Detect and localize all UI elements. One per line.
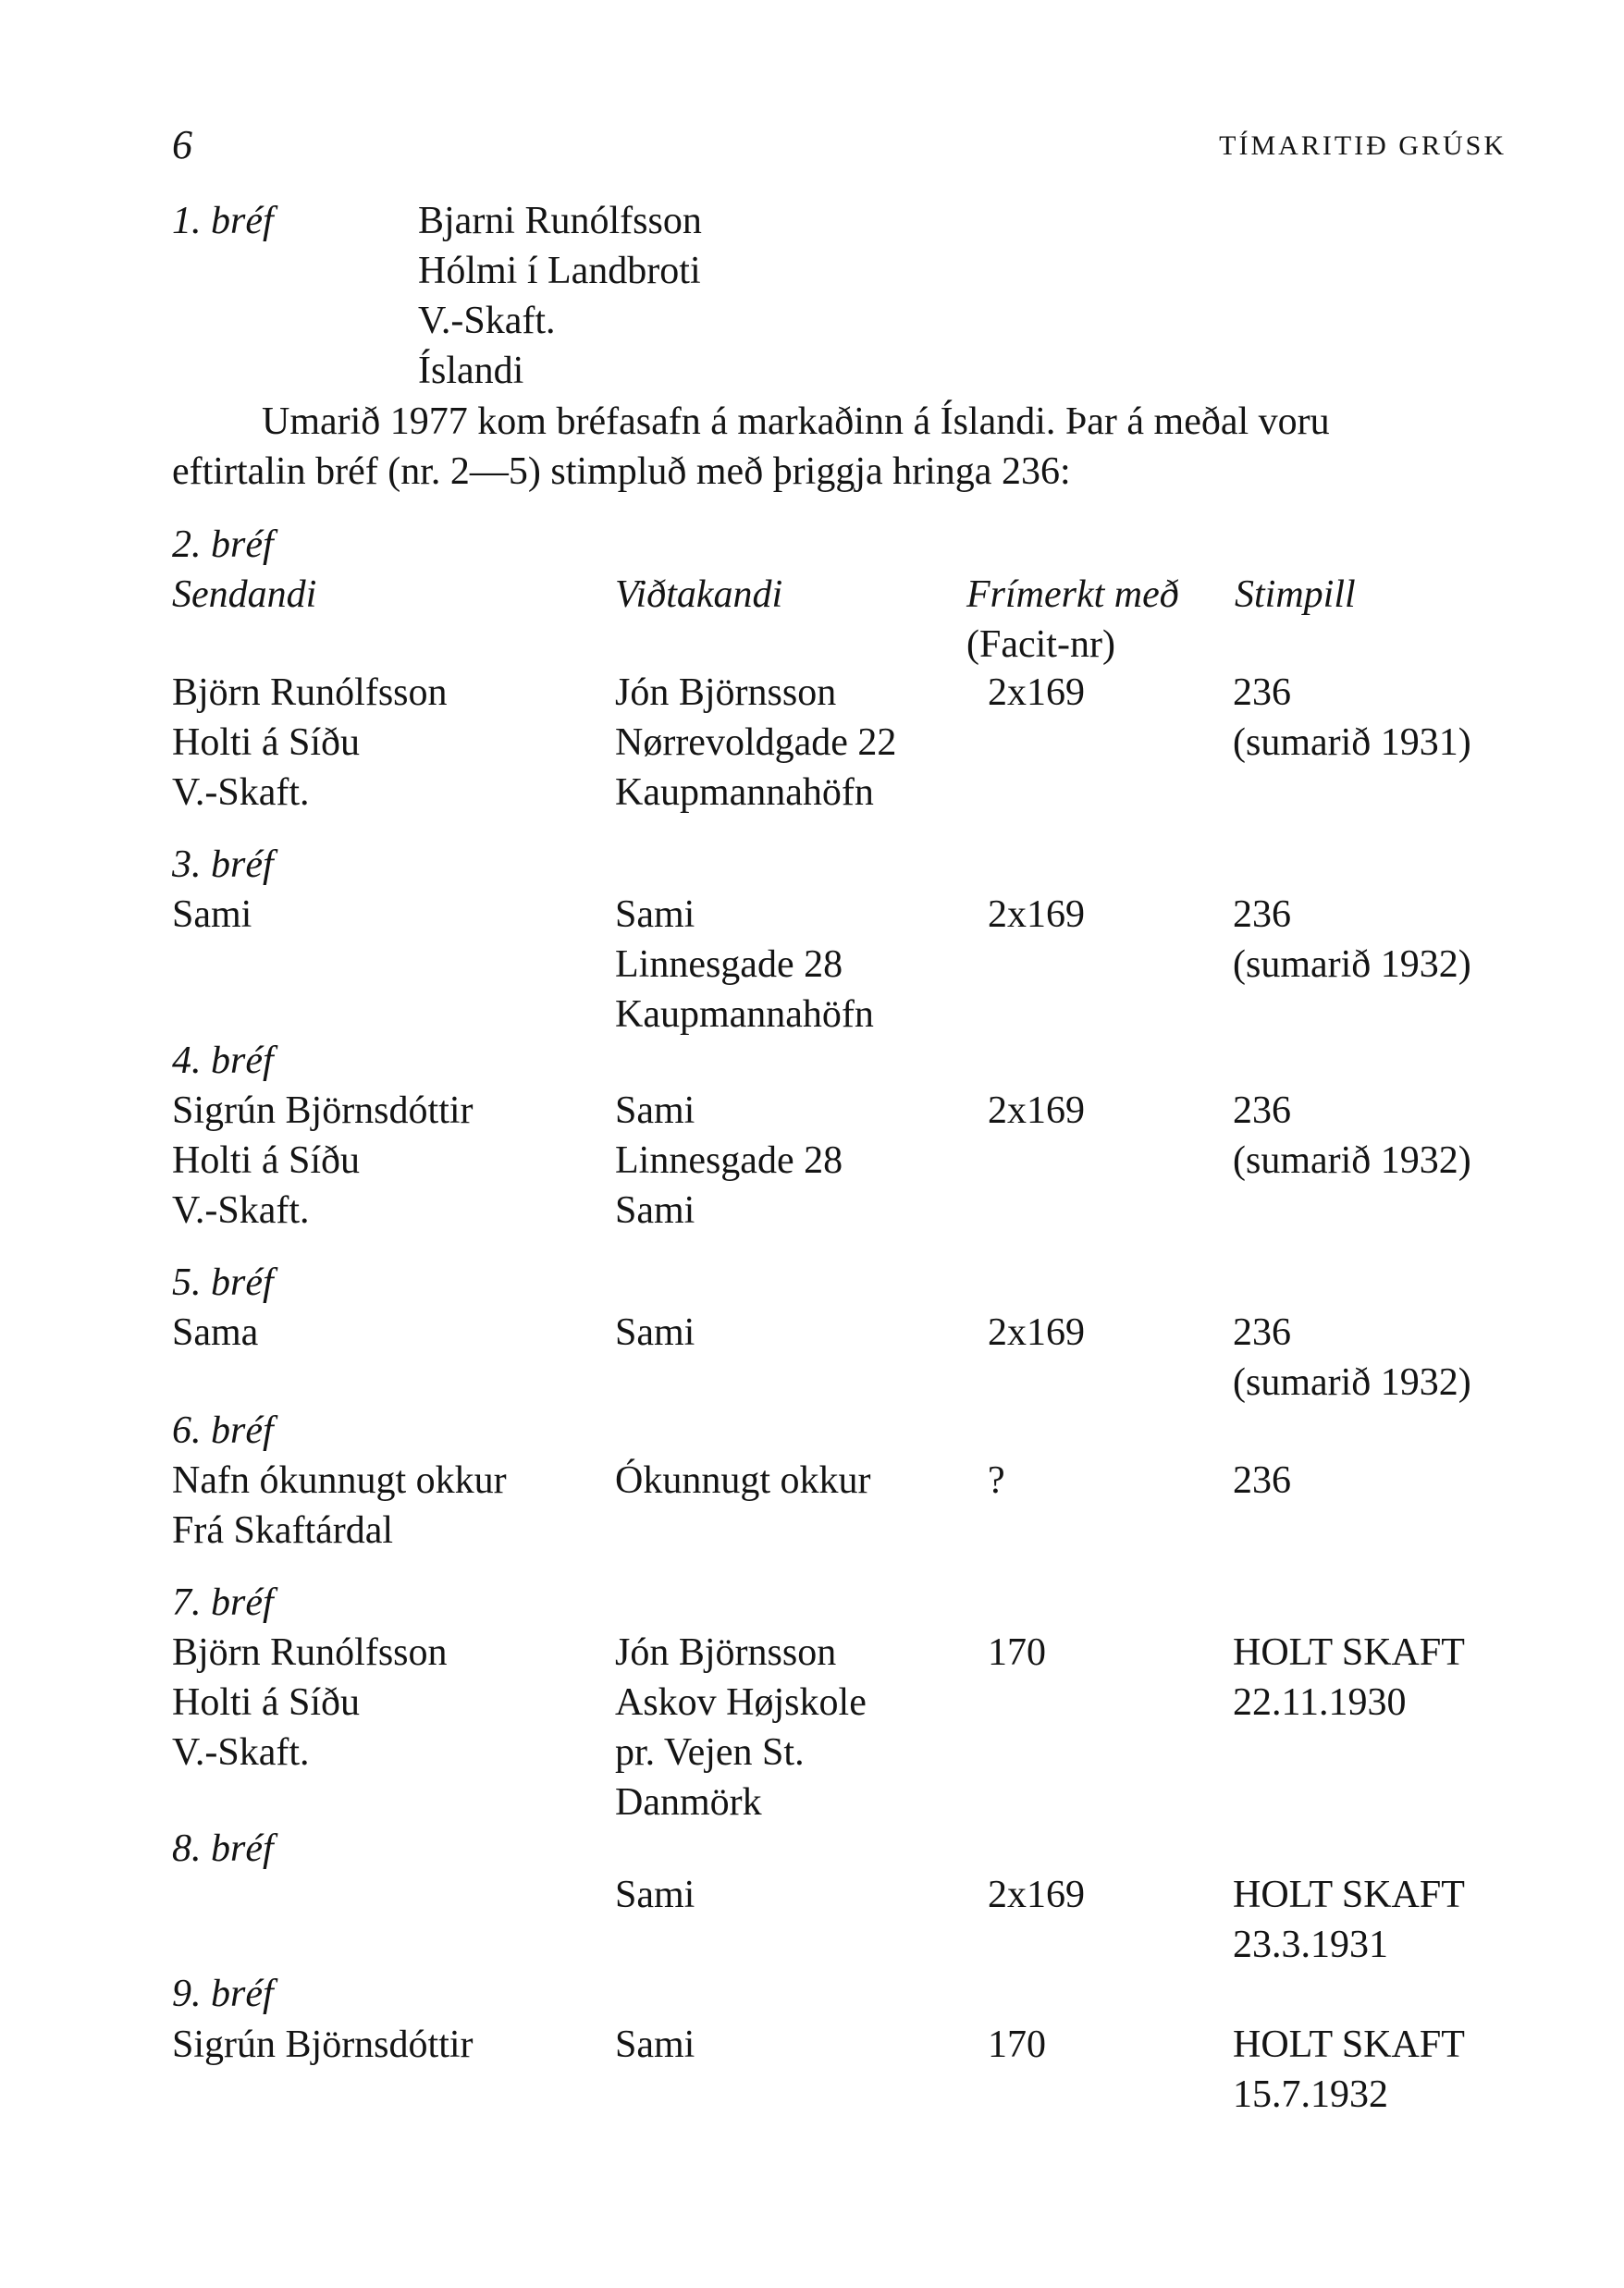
postmark-line: HOLT SKAFT xyxy=(1233,2024,1465,2066)
header-recipient: Viðtakandi xyxy=(615,573,783,616)
recipient-line: Sami xyxy=(615,1089,695,1132)
recipient-line: Sami xyxy=(615,1189,695,1232)
header-postmark: Stimpill xyxy=(1235,573,1356,616)
header-sender: Sendandi xyxy=(172,573,317,616)
sender-line: Frá Skaftárdal xyxy=(172,1509,394,1552)
sender-line: Holti á Síðu xyxy=(172,721,361,764)
postmark-line: 23.3.1931 xyxy=(1233,1924,1388,1966)
letter-label: 3. bréf xyxy=(172,843,274,886)
stamp-value: ? xyxy=(988,1459,1005,1502)
recipient-line: Jón Björnsson xyxy=(615,671,837,714)
sender-line: Sama xyxy=(172,1311,259,1354)
postmark-line: (sumarið 1932) xyxy=(1233,1139,1471,1182)
letter-label: 6. bréf xyxy=(172,1409,274,1452)
letter-label: 4. bréf xyxy=(172,1039,274,1082)
sender-line: Sigrún Björnsdóttir xyxy=(172,1089,474,1132)
recipient-line: Danmörk xyxy=(615,1781,762,1824)
postmark-line: (sumarið 1932) xyxy=(1233,943,1471,986)
letter-label: 7. bréf xyxy=(172,1581,274,1624)
page-number: 6 xyxy=(172,122,192,167)
recipient-line: pr. Vejen St. xyxy=(615,1731,805,1774)
postmark-line: 236 xyxy=(1233,1311,1291,1354)
stamp-value: 2x169 xyxy=(988,893,1085,936)
sender-line: Holti á Síðu xyxy=(172,1139,361,1182)
letter-1-address-line: Íslandi xyxy=(418,350,524,392)
letter-label: 9. bréf xyxy=(172,1973,274,2015)
letter-1-address-line: V.-Skaft. xyxy=(418,300,556,342)
recipient-line: Sami xyxy=(615,2024,695,2066)
recipient-line: Linnesgade 28 xyxy=(615,943,843,986)
letter-label: 5. bréf xyxy=(172,1261,274,1304)
letter-label: 8. bréf xyxy=(172,1827,274,1870)
header-stamp: Frímerkt með xyxy=(966,573,1179,616)
recipient-line: Linnesgade 28 xyxy=(615,1139,843,1182)
recipient-line: Kaupmannahöfn xyxy=(615,771,874,814)
sender-line: Sami xyxy=(172,893,252,936)
postmark-line: 236 xyxy=(1233,893,1291,936)
postmark-line: 236 xyxy=(1233,1459,1291,1502)
recipient-line: Sami xyxy=(615,1874,695,1916)
postmark-line: HOLT SKAFT xyxy=(1233,1631,1465,1674)
header-facit: (Facit-nr) xyxy=(966,623,1115,666)
sender-line: V.-Skaft. xyxy=(172,771,310,814)
running-head: TÍMARITIÐ GRÚSK xyxy=(1219,130,1507,161)
letter-1-address-line: Hólmi í Landbroti xyxy=(418,250,701,292)
postmark-line: (sumarið 1932) xyxy=(1233,1361,1471,1404)
recipient-line: Sami xyxy=(615,1311,695,1354)
letter-label: 2. bréf xyxy=(172,523,274,566)
paragraph-line: eftirtalin bréf (nr. 2—5) stimpluð með þriggja hringa 236: xyxy=(172,450,1071,493)
postmark-line: HOLT SKAFT xyxy=(1233,1874,1465,1916)
recipient-line: Askov Højskole xyxy=(615,1681,867,1724)
sender-line: V.-Skaft. xyxy=(172,1189,310,1232)
stamp-value: 2x169 xyxy=(988,1311,1085,1354)
stamp-value: 170 xyxy=(988,1631,1046,1674)
stamp-value: 2x169 xyxy=(988,671,1085,714)
postmark-line: (sumarið 1931) xyxy=(1233,721,1471,764)
letter-1-label: 1. bréf xyxy=(172,200,274,242)
postmark-line: 22.11.1930 xyxy=(1233,1681,1407,1724)
postmark-line: 236 xyxy=(1233,1089,1291,1132)
stamp-value: 2x169 xyxy=(988,1874,1085,1916)
sender-line: Holti á Síðu xyxy=(172,1681,361,1724)
recipient-line: Nørrevoldgade 22 xyxy=(615,721,897,764)
sender-line: Sigrún Björnsdóttir xyxy=(172,2024,474,2066)
postmark-line: 236 xyxy=(1233,671,1291,714)
sender-line: Nafn ókunnugt okkur xyxy=(172,1459,507,1502)
sender-line: Björn Runólfsson xyxy=(172,1631,448,1674)
letter-1-address-line: Bjarni Runólfsson xyxy=(418,200,702,242)
stamp-value: 170 xyxy=(988,2024,1046,2066)
stamp-value: 2x169 xyxy=(988,1089,1085,1132)
recipient-line: Jón Björnsson xyxy=(615,1631,837,1674)
paragraph-line: Umarið 1977 kom bréfasafn á markaðinn á Íslandi. Þar á meðal voru xyxy=(262,400,1330,443)
recipient-line: Ókunnugt okkur xyxy=(615,1459,871,1502)
postmark-line: 15.7.1932 xyxy=(1233,2073,1388,2116)
recipient-line: Kaupmannahöfn xyxy=(615,993,874,1036)
sender-line: V.-Skaft. xyxy=(172,1731,310,1774)
sender-line: Björn Runólfsson xyxy=(172,671,448,714)
recipient-line: Sami xyxy=(615,893,695,936)
